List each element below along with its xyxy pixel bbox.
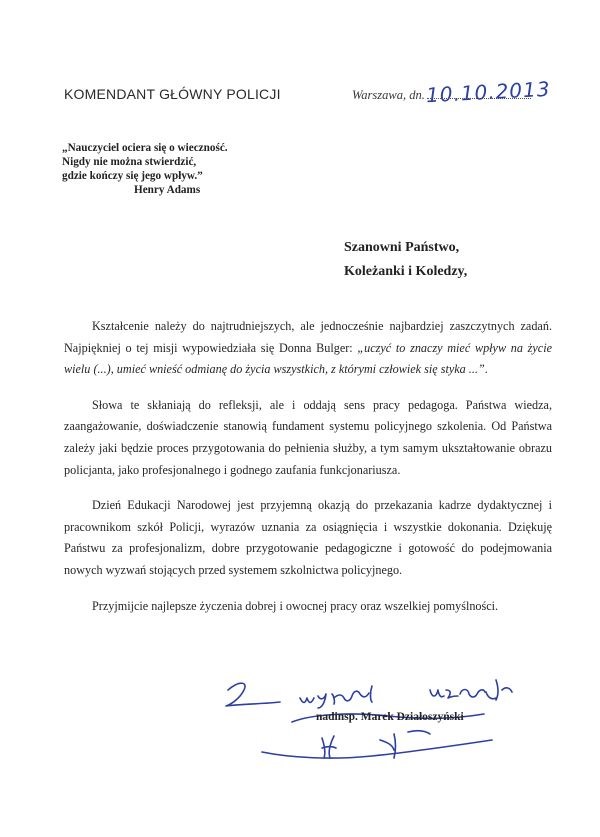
salutation-line-1: Szanowni Państwo, xyxy=(344,240,460,255)
signer-name: nadinsp. Marek Działoszyński xyxy=(316,711,464,723)
paragraph-1-quote: „uczyć to znaczy mieć wpływ na życie wielu (...), umieć wnieść odmianę do życia wszystkich, z którymi człowiek się styka ...” xyxy=(64,340,553,377)
paragraph-3: Dzień Edukacji Narodowej jest przyjemną okazją do przekazania kadrze dydaktycznej i pracownikom szkół Policji, wyrazów uznania za osiągnięcia i wszystkie dokonania. Dziękuję Państwu za profesjonalizm, dobre przygotowanie pedagogiczne i gotowość do podejmowania nowych wyzwań stojących przed systemem szkolnictwa policyjnego. xyxy=(64,498,552,577)
sender-heading: KOMENDANT GŁÓWNY POLICJI xyxy=(64,86,281,102)
salutation-line-2: Koleżanki i Koledzy, xyxy=(344,264,468,279)
place-label: Warszawa, dn. xyxy=(352,88,425,102)
paragraph-1-end: . xyxy=(484,362,488,377)
handwritten-date: 10.10.2013 xyxy=(425,76,552,108)
epigraph-line: gdzie kończy się jego wpływ.” xyxy=(62,170,203,182)
epigraph-quote xyxy=(62,141,228,183)
epigraph-author: Henry Adams xyxy=(134,184,201,196)
letter-body xyxy=(64,316,552,617)
salutation xyxy=(344,236,467,284)
paragraph-1-text: Kształcenie należy do najtrudniejszych, ale jednocześnie najbardziej zaszczytnych zadań. Najpiękniej o tej misji wypowiedziała się Donna Bulger: xyxy=(64,319,552,355)
epigraph-line: Nigdy nie można stwierdzić, xyxy=(62,156,197,168)
epigraph-line: „Nauczyciel ociera się o wieczność. xyxy=(62,142,228,154)
paragraph-2: Słowa te skłaniają do refleksji, ale i oddają sens pracy pedagoga. Państwa wiedza, zaangażowanie, doświadczenie stanowią fundament systemu policyjnego szkolenia. Od Państwa zależy jaki będzie proces przygotowania do pełnienia służby, a tym samym ukształtowanie obrazu policjanta, jako profesjonalnego i godnego zaufania funkcjonariusza. xyxy=(64,397,552,477)
signature-area xyxy=(222,676,542,772)
handwritten-note-and-signature xyxy=(222,676,542,772)
paragraph-1 xyxy=(64,316,552,381)
paragraph-4: Przyjmijcie najlepsze życzenia dobrej i owocnej pracy oraz wszelkiej pomyślności. xyxy=(92,598,499,613)
